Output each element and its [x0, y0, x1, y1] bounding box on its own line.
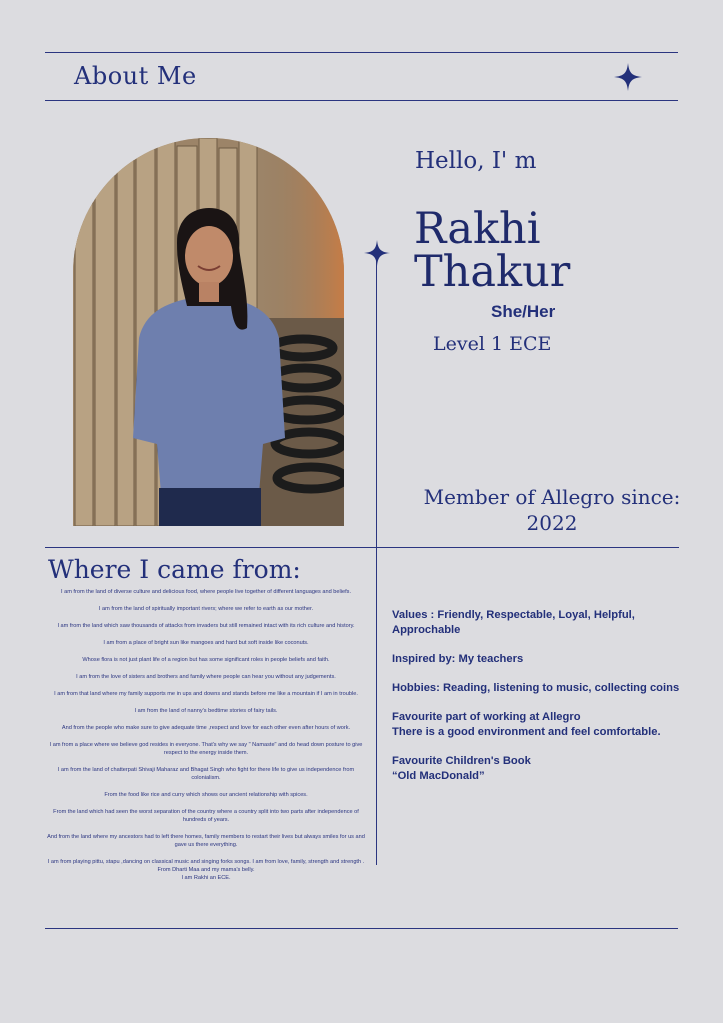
- greeting-text: Hello, I' m: [415, 148, 537, 174]
- story-paragraph: I am from playing pittu, stapu ,dancing on classical music and singing forks songs. I am from love, family, strength and strength . From Dharti Maa and my mama's belly. I am Rakhi an ECE.: [47, 859, 365, 881]
- last-name: Thakur: [414, 247, 571, 297]
- favourite-book-label: Favourite Children's Book: [392, 755, 531, 767]
- pronouns: She/Her: [491, 302, 556, 321]
- story-paragraph: I am from the land of nanny's bedtime stories of fairy tails.: [134, 708, 278, 714]
- header-top-divider: [45, 52, 678, 53]
- story-paragraph: I am from the land which saw thousands of attacks from invaders but still remained intact with its rich culture and history.: [57, 623, 355, 629]
- sparkle-star-icon: [364, 240, 390, 271]
- member-label: Member of Allegro since:: [423, 485, 681, 509]
- inspired-text: Inspired by: My teachers: [392, 653, 524, 665]
- story-paragraph: I am from the love of sisters and brothers and family where people can hear you without any judgements.: [76, 674, 336, 680]
- story-paragraph: From the food like rice and curry which shows our ancient relationship with spices.: [104, 792, 308, 798]
- first-name: Rakhi: [414, 204, 541, 254]
- story-paragraph: I am from that land where my family supports me in ups and downs and stands before me like a mountain if I am in trouble.: [54, 691, 358, 697]
- middle-divider: [45, 547, 679, 548]
- page-title: About Me: [74, 62, 197, 90]
- favourite-part: [392, 710, 692, 740]
- footer-divider: [45, 928, 678, 929]
- member-year: 2022: [526, 511, 578, 535]
- hobbies-text: Hobbies: Reading, listening to music, collecting coins: [392, 682, 680, 694]
- favourite-book: [392, 754, 692, 784]
- values-text: Values : Friendly, Respectable, Loyal, Helpful, Approchable: [392, 609, 635, 636]
- favourite-part-text: There is a good environment and feel comfortable.: [392, 726, 661, 738]
- facts-list: [392, 608, 692, 798]
- story-paragraph: I am from the land of chatterpati Shivaji Maharaz and Bhagat Singh who fight for there life to give us independence from colonialism.: [57, 767, 355, 781]
- favourite-part-label: Favourite part of working at Allegro: [392, 711, 581, 723]
- membership-info: [420, 484, 684, 536]
- origin-story: [46, 588, 366, 891]
- person-name: [414, 204, 571, 297]
- story-paragraph: From the land which had seen the worst separation of the country where a country split into two parts after independence of hundreds of years.: [53, 809, 359, 823]
- story-paragraph: Whose flora is not just plant life of a region but has some significant roles in people beliefs and faith.: [82, 657, 330, 663]
- sparkle-star-icon: [614, 63, 642, 96]
- favourite-book-title: “Old MacDonald”: [392, 770, 485, 782]
- story-paragraph: I am from a place of bright sun like mangoes and hard but soft inside like coconuts.: [103, 640, 309, 646]
- profile-photo-illustration: [73, 138, 344, 526]
- center-vertical-divider: [376, 255, 377, 865]
- story-paragraph: I am from a place where we believe god resides in everyone. That's why we say " Namaste" and do head down posture to give respect to the energy inside them.: [49, 742, 363, 756]
- story-paragraph: I am from the land of diverse culture and delicious food, where people live together of different languages and beliefs.: [60, 589, 352, 595]
- profile-photo: [73, 138, 344, 526]
- level-text: Level 1 ECE: [433, 333, 552, 355]
- header-bottom-divider: [45, 100, 678, 101]
- story-paragraph: And from the people who make sure to give adequate time ,respect and love for each other even after hours of work.: [61, 725, 351, 731]
- origin-title: Where I came from:: [48, 555, 301, 584]
- story-paragraph: And from the land where my ancestors had to left there homes, family members to restart their lives but always smiles for us and gave us there everything.: [47, 834, 365, 848]
- story-paragraph: I am from the land of spiritually important rivers; where we refer to earth as our mother.: [98, 606, 314, 612]
